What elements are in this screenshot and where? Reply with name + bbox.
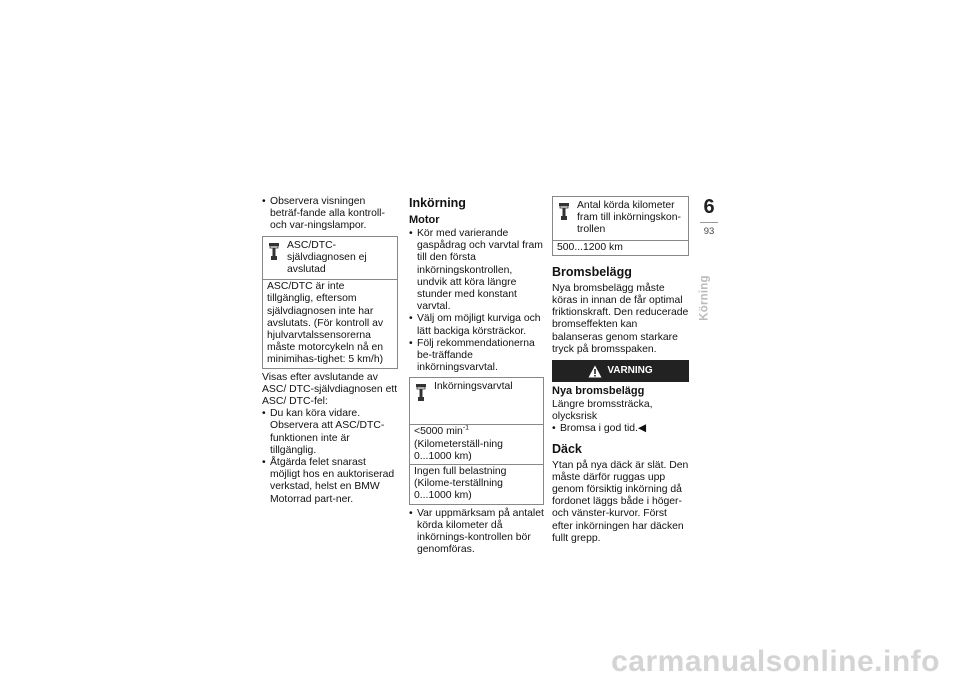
list-item: • Du kan köra vidare. Observera att ASC/DTC-funktionen inte är tillgänglig. [262,408,398,457]
list-item: • Var uppmärksam på antalet körda kilometer då inkörnings-kontrollen bör genomföras. [409,508,544,557]
mileage-list [409,508,544,557]
brake-heading: Bromsbelägg [552,264,632,279]
column-1 [262,196,398,506]
info-box-body: ASC/DTC är inte tillgänglig, eftersom självdiagnosen inte har avslutats. (För kontroll av hjulvarvtalssensorerna måste motorcykeln nå en minimihas-tighet: 5 km/h) [267,281,384,366]
rpm-exponent: -1 [462,424,470,432]
chapter-rule [700,222,718,223]
load-row: Ingen full belastning (Kilome-terställning 0...1000 km) [410,464,543,504]
tire-text: Ytan på nya däck är slät. Den måste därför ruggas upp genom försiktig inkörning då fordonet läggs både i höger- och vänster-kurvor. Först efter inkörningen har däcken fullt grepp. [552,459,689,544]
watermark: carmanualsonline.info [611,645,940,678]
after-text: Visas efter avslutande av ASC/ DTC-självdiagnosen ett ASC/ DTC-fel: [262,371,398,408]
tire-heading: Däck [552,441,582,456]
subsection-heading: Motor [409,214,440,226]
section-heading: Inkörning [409,196,466,210]
warning-list [552,423,689,435]
column-2 [409,196,544,556]
info-box-title: Antal körda kilometer fram till inkörningskon-trollen [577,200,681,236]
chapter-number: 6 [703,196,715,218]
tool-icon [268,243,280,261]
rpm-value: <5000 min [414,426,463,438]
intro-list [262,196,398,233]
warning-banner [552,360,689,382]
column-3 [552,196,689,545]
info-box-header [263,237,397,281]
info-box-title: Inkörningsvarvtal [434,381,513,393]
km-info-box [552,196,689,256]
warning-label: VARNING [607,364,653,376]
list-item: • Bromsa i god tid.◀ [552,423,689,435]
list-item: • Välj om möjligt kurviga och lätt backiga körsträckor. [409,313,544,337]
chapter-side-label [700,272,718,328]
list-item: • Åtgärda felet snarast möjligt hos en auktoriserad verkstad, helst en BMW Motorrad part-ner. [262,457,398,506]
tool-icon [415,384,427,402]
rpm-info-box [409,377,544,504]
chapter-marker [700,196,718,237]
rpm-row [410,425,543,464]
warning-triangle-icon [588,365,602,378]
km-row: 500...1200 km [557,241,623,253]
list-item: • Observera visningen beträf-fande alla kontroll- och var-ningslampor. [262,196,398,233]
brake-text: Nya bromsbelägg måste köras in innan de får optimal friktionskraft. Den reducerade bromseffekten kan balanseras genom starkare tryck på bromsspaken. [552,282,689,355]
motor-list [409,228,544,374]
info-box-title: ASC/DTC-självdiagnosen ej avslutad [287,239,367,276]
info-box-header [553,197,688,241]
warning-title: Nya bromsbelägg [552,385,645,398]
list-item: • Kör med varierande gaspådrag och varvtal fram till den första inkörningskontrollen, undvik att köra längre stunder med konstant varvtal. [409,228,544,313]
info-box-header [410,378,543,425]
asc-dtc-info-box [262,236,398,369]
page-number: 93 [703,226,715,237]
warning-text: Längre bromssträcka, olycksrisk [552,399,653,423]
rpm-odometer: (Kilometerställ-ning 0...1000 km) [414,438,503,462]
error-list [262,408,398,506]
list-item: • Följ rekommendationerna be-träffande inkörningsvarvtal. [409,338,544,375]
tool-icon [558,203,570,221]
chapter-label: Körning [698,275,711,321]
